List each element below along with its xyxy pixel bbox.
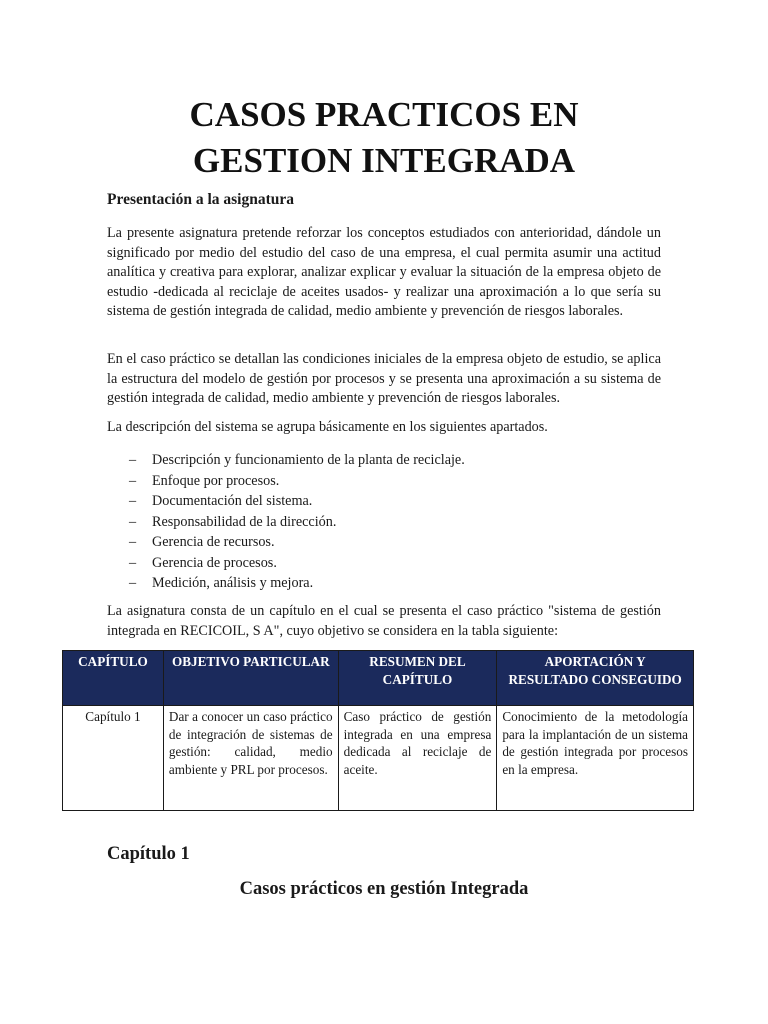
table-header-row [63, 651, 694, 706]
list-item-text: Documentación del sistema. [152, 493, 313, 509]
list-item-text: Responsabilidad de la dirección. [152, 513, 337, 530]
list-item [129, 573, 465, 594]
dash-marker: – [129, 513, 137, 530]
list-item-text: Gerencia de procesos. [152, 554, 277, 571]
list-item-text: Medición, análisis y mejora. [152, 575, 314, 591]
list-item-text: Gerencia de recursos. [152, 534, 275, 550]
list-item [129, 491, 465, 512]
cell-contribution: Conocimiento de la metodología para la implantación de un sistema de gestión integrada por procesos en la empresa. [497, 706, 694, 811]
list-item [129, 512, 465, 533]
section-list [129, 450, 465, 594]
header-summary: RESUMEN DEL CAPÍTULO [338, 651, 497, 706]
list-item [129, 553, 465, 574]
cell-chapter: Capítulo 1 [63, 706, 164, 811]
list-item-text: Enfoque por procesos. [152, 472, 280, 489]
paragraph-case: En el caso práctico se detallan las condiciones iniciales de la empresa objeto de estudio, se aplica la estructura del modelo de gestión por procesos y se presenta una aproximación a su sistema de gestión integrada de calidad, medio ambiente y prevención de riesgos laborales. [107, 351, 661, 406]
header-contribution: APORTACIÓN Y RESULTADO CONSEGUIDO [497, 651, 694, 706]
section-heading: Presentación a la asignatura [107, 191, 294, 208]
dash-marker: – [129, 452, 137, 468]
dash-marker: – [129, 493, 137, 509]
chapter-title: Casos prácticos en gestión Integrada [239, 879, 529, 899]
list-item [129, 450, 465, 471]
title-line-2: GESTION INTEGRADA [192, 141, 576, 180]
dash-marker: – [129, 534, 137, 550]
paragraph-table-intro: La asignatura consta de un capítulo en el cual se presenta el caso práctico "sistema de gestión integrada en RECICOIL, S A", cuyo objetivo se considera en la tabla siguiente: [107, 603, 661, 639]
cell-objective: Dar a conocer un caso práctico de integración de sistemas de gestión: calidad, medio ambiente y PRL por procesos. [163, 706, 338, 811]
dash-marker: – [129, 472, 137, 489]
list-item [129, 532, 465, 553]
header-objective: OBJETIVO PARTICULAR [163, 651, 338, 706]
header-chapter: CAPÍTULO [63, 651, 164, 706]
dash-marker: – [129, 554, 137, 571]
list-item-text: Descripción y funcionamiento de la planta de reciclaje. [152, 452, 465, 468]
table-row [63, 706, 694, 811]
dash-marker: – [129, 575, 137, 591]
paragraph-intro: La presente asignatura pretende reforzar los conceptos estudiados con anterioridad, dándole un significado por medio del estudio del caso de una empresa, el cual permita asumir una actitud analítica y creativa para explorar, analizar explicar y evaluar la situación de la empresa objeto de estudio -dedicada al reciclaje de aceites usados- y realizar una aproximación a lo que sería su sistema de gestión integrada de calidad, medio ambiente y prevención de riesgos laborales. [107, 225, 661, 319]
cell-summary: Caso práctico de gestión integrada en una empresa dedicada al reciclaje de aceite. [338, 706, 497, 811]
chapter-heading: Capítulo 1 [107, 844, 190, 864]
title-line-1: CASOS PRACTICOS EN [189, 95, 579, 134]
paragraph-description: La descripción del sistema se agrupa básicamente en los siguientes apartados. [107, 419, 548, 435]
document-title [107, 92, 661, 184]
objectives-table [62, 650, 694, 811]
list-item [129, 471, 465, 492]
